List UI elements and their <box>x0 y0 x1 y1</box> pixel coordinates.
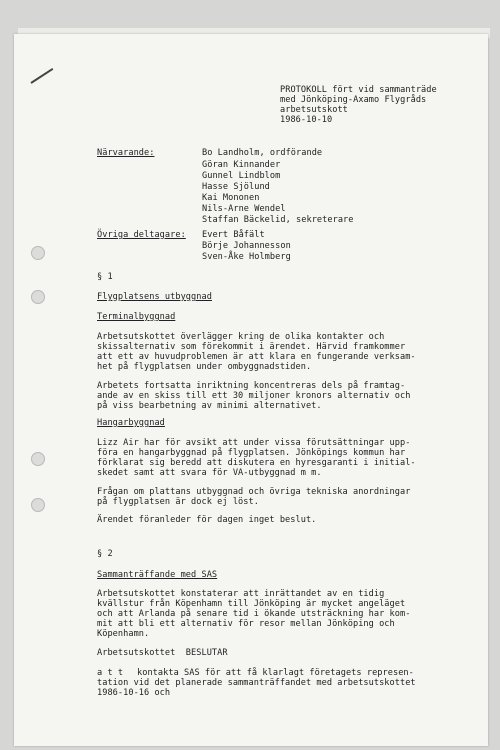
paragraph-line: Lizz Air har för avsikt att under vissa förutsättningar upp- <box>97 438 411 448</box>
others-label: Övriga deltagare: <box>97 230 186 240</box>
section-title: Flygplatsens utbyggnad <box>97 292 212 302</box>
paragraph-line: kontakta SAS för att få klarlagt företagets represen- <box>137 668 414 678</box>
paragraph-line: Ärendet föranleder för dagen inget beslut. <box>97 515 317 525</box>
punch-hole <box>31 246 45 260</box>
header-line: PROTOKOLL fört vid sammanträde <box>280 85 437 95</box>
paragraph-line: föra en hangarbyggnad på flygplatsen. Jönköpings kommun har <box>97 448 406 458</box>
paragraph-line: förklarat sig beredd att diskutera en hyresgaranti i initial- <box>97 458 416 468</box>
paragraph-line: mit att bli ett alternativ för resor mellan Jönköping och <box>97 619 395 629</box>
present-name: Kai Mononen <box>202 193 260 203</box>
paragraph-line: tation vid det planerade sammanträffandet med arbetsutskottet <box>97 678 416 688</box>
paragraph-line: Arbetsutskottet överlägger kring de olika kontakter och <box>97 332 385 342</box>
paragraph-line: Arbetets fortsatta inriktning koncentreras dels på framtag- <box>97 381 406 391</box>
punch-hole <box>31 290 45 304</box>
paragraph-line: het på flygplatsen under ombyggnadstiden. <box>97 362 312 372</box>
present-name: Nils-Arne Wendel <box>202 204 286 214</box>
present-name: Bo Landholm, ordförande <box>202 148 323 158</box>
header-line: med Jönköping-Axamo Flygråds <box>280 95 427 105</box>
present-name: Gunnel Lindblom <box>202 171 281 181</box>
paragraph-line: på flygplatsen är dock ej löst. <box>97 497 259 507</box>
paragraph-line: Köpenhamn. <box>97 629 150 639</box>
paragraph-line: att ett av huvudproblemen är att klara en fungerande verksam- <box>97 352 416 362</box>
punch-hole <box>31 498 45 512</box>
paragraph-line: skissalternativ som förekommit i ärendet. Härvid framkommer <box>97 342 406 352</box>
section-number: § 1 <box>97 272 113 282</box>
other-name: Evert Båfält <box>202 230 265 240</box>
paragraph-line: kvällstur från Köpenhamn till Jönköping är mycket angeläget <box>97 599 406 609</box>
punch-hole <box>31 452 45 466</box>
paragraph-line: 1986-10-16 och <box>97 688 171 698</box>
section-number: § 2 <box>97 549 113 559</box>
present-name: Staffan Bäckelid, sekreterare <box>202 215 354 225</box>
paragraph-line: ande av en skiss till ett 30 miljoner kronors alternativ och <box>97 391 411 401</box>
present-label: Närvarande: <box>97 148 155 158</box>
other-name: Börje Johannesson <box>202 241 291 251</box>
present-name: Göran Kinnander <box>202 160 281 170</box>
subsection-title: Hangarbyggnad <box>97 418 165 428</box>
header-line: arbetsutskott <box>280 105 348 115</box>
header-line: 1986-10-10 <box>280 115 333 125</box>
subsection-title: Terminalbyggnad <box>97 312 176 322</box>
section-title: Sammanträffande med SAS <box>97 570 218 580</box>
paragraph-line: Arbetsutskottet konstaterar att inrättandet av en tidig <box>97 589 385 599</box>
other-name: Sven-Åke Holmberg <box>202 252 291 262</box>
paragraph-line: och att Arlanda på senare tid i ökande utsträckning har kom- <box>97 609 411 619</box>
paragraph-line: Frågan om plattans utbyggnad och övriga tekniska anordningar <box>97 487 411 497</box>
present-name: Hasse Sjölund <box>202 182 270 192</box>
att-word: a t t <box>97 668 124 678</box>
paragraph-line: skedet samt att svara för VA-utbyggnad m m. <box>97 468 322 478</box>
paragraph-line: på viss bearbetning av minimi alternativet. <box>97 401 322 411</box>
decision-heading: Arbetsutskottet BESLUTAR <box>97 648 228 658</box>
